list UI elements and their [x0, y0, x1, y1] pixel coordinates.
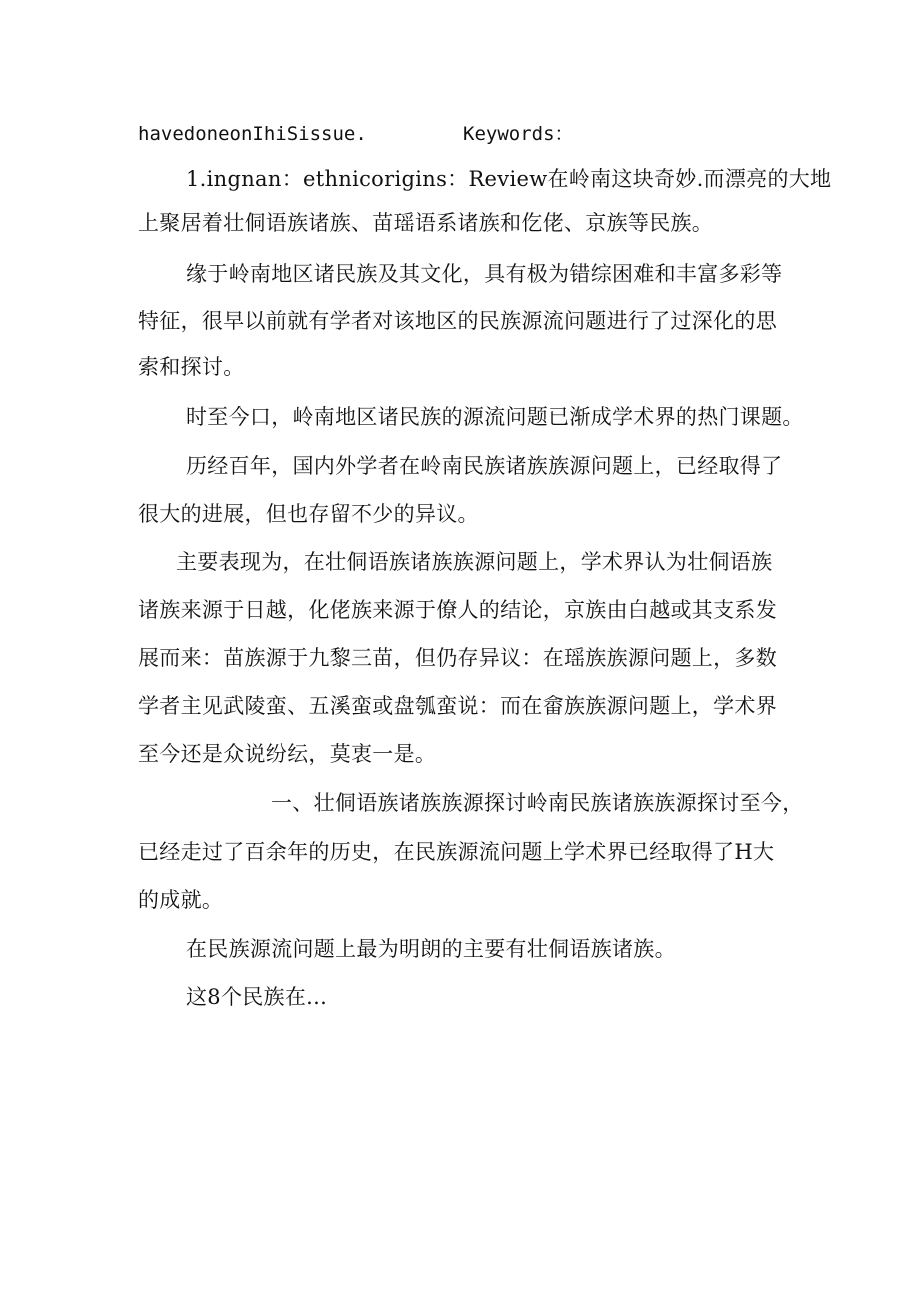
paragraph-line: 诸族来源于日越，化佬族来源于僚人的结论，京族由白越或其支系发: [138, 598, 777, 622]
paragraph-line: 历经百年，国内外学者在岭南民族诸族族源问题上，已经取得了: [186, 454, 783, 478]
keywords-line: 1.ingnan：ethnicorigins：Review在岭南这块奇妙.而漂亮的大地: [186, 167, 832, 191]
paragraph-line: 时至今口，岭南地区诸民族的源流问题已渐成学术界的热门课题。: [186, 405, 804, 429]
paragraph-line: 主要表现为，在壮侗语族诸族族源问题上，学术界认为壮侗语族: [176, 550, 773, 574]
keywords-label: Keywords：: [463, 123, 574, 145]
paragraph-line: 缘于岭南地区诸民族及其文化，具有极为错综困难和丰富多彩等: [186, 262, 783, 286]
paragraph-line: 学者主见武陵蛮、五溪蛮或盘瓠蛮说：而在畲族族源问题上，学术界: [138, 694, 777, 718]
paragraph-line: 展而来：苗族源于九黎三苗，但仍存异议：在瑶族族源问题上，多数: [138, 646, 777, 670]
paragraph-line: 在民族源流问题上最为明朗的主要有壮侗语族诸族。: [186, 937, 676, 961]
paragraph-line: 的成就。: [138, 888, 224, 912]
section-heading-line: 一、壮侗语族诸族族源探讨岭南民族诸族族源探讨至今，: [271, 791, 804, 815]
paragraph-line: 特征，很早以前就有学者对该地区的民族源流问题进行了过深化的思: [138, 309, 777, 333]
paragraph-line: 很大的进展，但也存留不少的异议。: [138, 502, 479, 526]
paragraph-line: 这8个民族在...: [186, 985, 328, 1009]
paragraph-line: 上聚居着壮侗语族诸族、苗瑶语系诸族和仡佬、京族等民族。: [138, 211, 714, 235]
paragraph-line: 至今还是众说纷纭，莫衷一是。: [138, 742, 437, 766]
paragraph-line: 已经走过了百余年的历史，在民族源流问题上学术界已经取得了H大: [138, 840, 775, 864]
abstract-tail-line: havedoneonIhiSissue.: [138, 123, 367, 145]
paragraph-line: 索和探讨。: [138, 355, 245, 379]
